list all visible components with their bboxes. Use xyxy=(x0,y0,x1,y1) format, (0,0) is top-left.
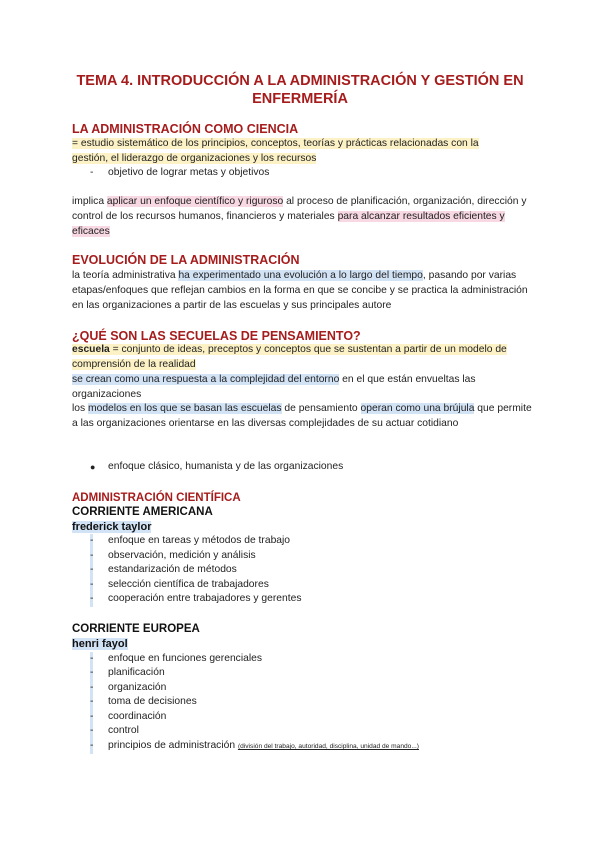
ciencia-paragraph xyxy=(72,195,534,239)
principios-note: (división del trabajo, autoridad, disciplina, unidad de mando...) xyxy=(237,743,420,750)
highlight-evolucion: ha experimentado una evolución a lo largo del tiempo xyxy=(178,270,423,281)
list-dash: - xyxy=(90,652,93,667)
list-item: toma de decisiones xyxy=(108,696,197,707)
list-item: estandarización de métodos xyxy=(108,564,237,575)
list-item: coordinación xyxy=(108,711,167,722)
list-dash: - xyxy=(90,592,93,607)
highlight-resultados: para alcanzar resultados eficientes y eficaces xyxy=(72,210,505,237)
list-dash: - xyxy=(90,666,93,681)
escuelas-definition xyxy=(72,343,534,373)
list-dash: - xyxy=(90,578,93,593)
section-heading-ciencia: LA ADMINISTRACIÓN COMO CIENCIA xyxy=(72,122,299,136)
page-title: TEMA 4. INTRODUCCIÓN A LA ADMINISTRACIÓN Y GESTIÓN EN ENFERMERÍA xyxy=(76,73,524,107)
text-run: , pasando por varias etapas/enfoques que reflejan cambios en la forma en que se concibe y se practica la administración en las organizaciones a partir de las escuelas y sus principales autore xyxy=(72,270,528,311)
bullet-dot: ● xyxy=(90,462,96,472)
escuela-definition: = conjunto de ideas, preceptos y conceptos que se sustentan a partir de un modelo de comprensión de la realidad xyxy=(72,344,507,370)
author-taylor xyxy=(72,520,151,534)
escuelas-bullet: enfoque clásico, humanista y de las organizaciones xyxy=(108,461,344,472)
list-item: selección científica de trabajadores xyxy=(108,579,269,590)
text-run: los xyxy=(72,403,89,414)
ciencia-bullet: objetivo de lograr metas y objetivos xyxy=(108,167,270,178)
list-dash: - xyxy=(90,681,93,696)
highlight-enfoque: aplicar un enfoque científico y riguroso xyxy=(106,196,284,207)
ciencia-definition xyxy=(72,137,534,167)
list-item: control xyxy=(108,725,139,736)
text-run: implica xyxy=(72,196,107,207)
list-dash: - xyxy=(90,724,93,739)
list-item: cooperación entre trabajadores y gerentes xyxy=(108,593,302,604)
section-heading-evolucion: EVOLUCIÓN DE LA ADMINISTRACIÓN xyxy=(72,253,300,267)
text-run: al proceso de planificación, organización, dirección y control de los recursos humanos, financieros y materiales xyxy=(72,196,527,222)
author-fayol xyxy=(72,637,128,651)
section-heading-cientifica: ADMINISTRACIÓN CIENTÍFICA xyxy=(72,492,241,504)
text-run: en el que están envueltas las organizaciones xyxy=(72,374,476,400)
list-dash: - xyxy=(90,549,93,564)
subheading-europea: CORRIENTE EUROPEA xyxy=(72,623,200,635)
list-dash: - xyxy=(90,739,93,754)
ciencia-bullet-dash: - xyxy=(90,167,94,178)
ciencia-definition-line1: = estudio sistemático de los principios, conceptos, teorías y prácticas relacionadas con la xyxy=(72,138,479,149)
section-heading-escuelas: ¿QUÉ SON LAS SECUELAS DE PENSAMIENTO? xyxy=(72,329,361,343)
ciencia-definition-line2: gestión, el liderazgo de organizaciones y los recursos xyxy=(72,152,317,164)
highlight-modelos: modelos en los que se basan las escuelas xyxy=(88,403,282,414)
list-dash: - xyxy=(90,563,93,578)
list-item-principios xyxy=(108,739,419,755)
list-item: enfoque en funciones gerenciales xyxy=(108,653,262,664)
escuelas-modelos xyxy=(72,402,534,432)
subheading-americana: CORRIENTE AMERICANA xyxy=(72,506,213,518)
list-dash: - xyxy=(90,695,93,710)
highlight-brujula: operan como una brújula xyxy=(360,403,475,414)
text-run: la teoría administrativa xyxy=(72,270,179,281)
author-fayol-label: henri fayol xyxy=(72,638,128,650)
text-run: de pensamiento xyxy=(281,403,361,414)
list-item: planificación xyxy=(108,667,165,678)
evolucion-paragraph xyxy=(72,269,534,313)
list-dash: - xyxy=(90,534,93,549)
list-item: observación, medición y análisis xyxy=(108,550,256,561)
principios-label: principios de administración xyxy=(108,740,236,751)
list-dash: - xyxy=(90,710,93,725)
author-taylor-label: frederick taylor xyxy=(72,521,152,533)
term-escuela: escuela xyxy=(72,344,110,355)
highlight-complejidad: se crean como una respuesta a la complejidad del entorno xyxy=(72,374,340,385)
text-run: que permite a las organizaciones orientarse en las diversas complejidades de su actuar cotidiano xyxy=(72,403,532,429)
escuelas-origin xyxy=(72,373,534,403)
list-item: organización xyxy=(108,682,167,693)
list-item: enfoque en tareas y métodos de trabajo xyxy=(108,535,291,546)
